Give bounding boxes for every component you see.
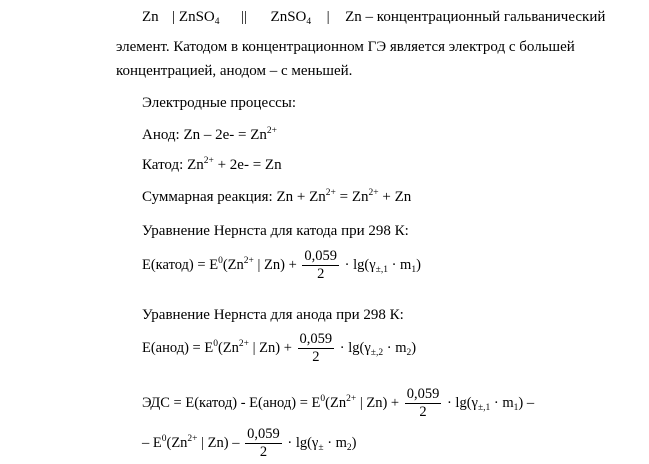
nernst-cathode-formula: E(катод) = $E^0(Zn^{2+}$ | Zn) + $\frac{0,059}{2}$ · $\lg(\gamma_{\pm,1} \cdot m_1)$ bbox=[142, 248, 421, 282]
cell-zn-left: Zn bbox=[142, 9, 159, 25]
cell-scheme-line bbox=[142, 8, 605, 26]
emf-formula-line-2: – $E^0(Zn^{2+}$ | Zn) – $\frac{0,059}{2}$ · $\lg(\gamma_\pm \cdot m_2)$ bbox=[142, 426, 357, 460]
fraction: $\frac{0,059}{2}$ bbox=[304, 248, 338, 282]
electrode-heading: Электродные процессы: bbox=[142, 95, 297, 111]
fraction: $\frac{0,059}{2}$ bbox=[299, 331, 333, 365]
nernst-anode-heading: Уравнение Нернста для анода при 298 К: bbox=[142, 307, 404, 323]
nernst-anode-formula: E(анод) = $E^0(Zn^{2+}$ | Zn) + $\frac{0,059}{2}$ · $\lg(\gamma_{\pm,2} \cdot m_2)$ bbox=[142, 331, 417, 365]
anode-equation: Анод: $Zn - 2e- = Zn^{2+}$ bbox=[142, 126, 278, 143]
cell-separator: | bbox=[326, 9, 330, 25]
paragraph-line-2: элемент. Катодом в концентрационном ГЭ является электрод с большей bbox=[116, 39, 575, 55]
cell-description: Zn – концентрационный гальванический bbox=[345, 9, 606, 25]
fraction: $\frac{0,059}{2}$ bbox=[247, 426, 280, 460]
nernst-cathode-heading: Уравнение Нернста для катода при 298 К: bbox=[142, 223, 409, 239]
summary-equation: Суммарная реакция: $Zn + Zn^{2+} = Zn^{2+} + Zn$ bbox=[142, 188, 412, 205]
cell-znso4-left: | ZnSO$_4$ bbox=[172, 9, 220, 27]
paragraph-line-3: концентрацией, анодом – с меньшей. bbox=[116, 63, 353, 79]
cell-salt-bridge: || bbox=[241, 9, 248, 25]
emf-formula-line-1: ЭДС = E(катод) - E(анод) = $E^0(Zn^{2+}$ | Zn) + $\frac{0,059}{2}$ · $\lg(\gamma_{\pm,1} \cdot m_1)$ – bbox=[142, 386, 535, 420]
cell-znso4-right: ZnSO$_4$ bbox=[270, 9, 312, 27]
fraction: $\frac{0,059}{2}$ bbox=[406, 386, 440, 420]
cathode-equation: Катод: $Zn^{2+} + 2e- = Zn$ bbox=[142, 156, 282, 173]
